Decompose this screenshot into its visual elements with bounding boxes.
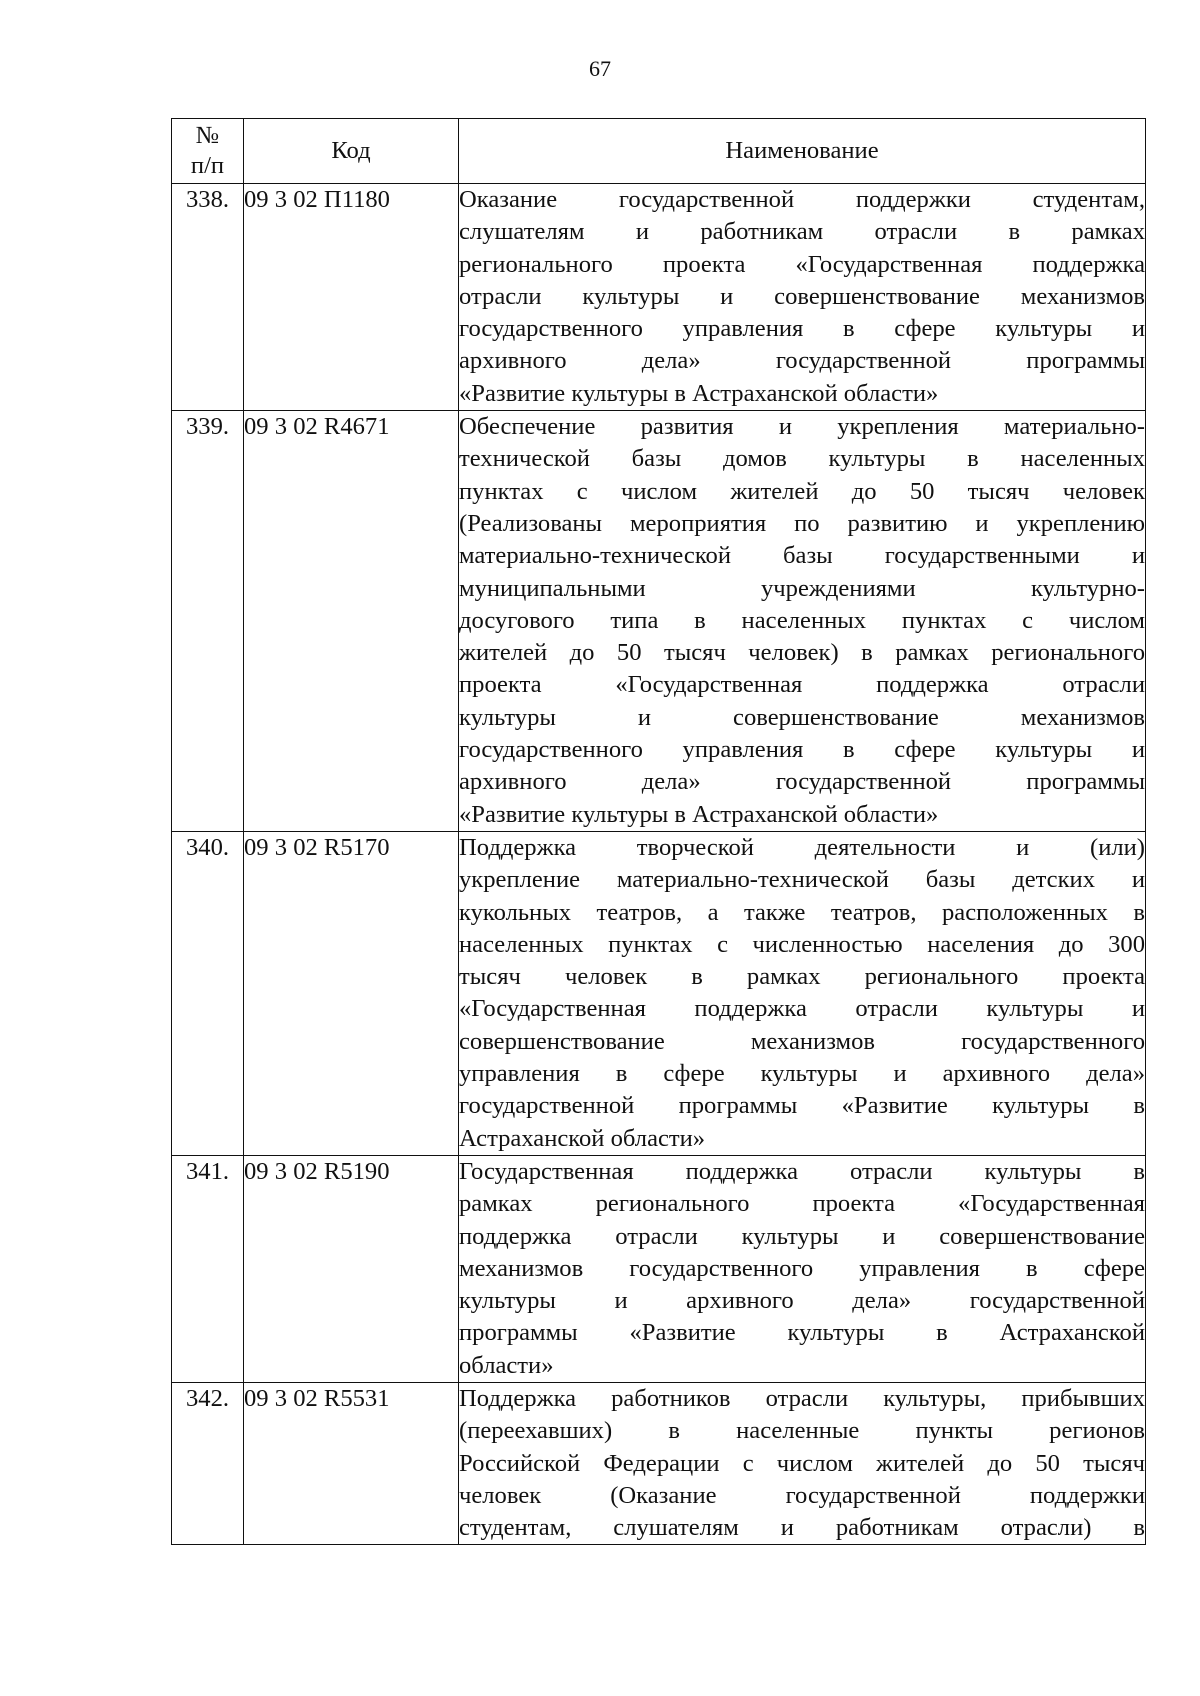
- row-name: [459, 831, 1146, 1155]
- row-name: [459, 184, 1146, 411]
- row-name-line: укрепление материально-технической базы детских и: [459, 866, 1145, 894]
- table-row: [172, 1155, 1146, 1382]
- row-name-line: Государственная поддержка отрасли культуры в: [459, 1157, 1145, 1185]
- row-name-line: архивного дела» государственной программы: [459, 347, 1145, 375]
- row-name-line: (Реализованы мероприятия по развитию и укреплению: [459, 509, 1145, 537]
- row-name-line: студентам, слушателям и работникам отрасли) в: [459, 1514, 1145, 1542]
- row-code: 09 3 02 R5531: [244, 1382, 459, 1544]
- row-name-line: Астраханской области»: [459, 1124, 706, 1152]
- row-name-line: области»: [459, 1351, 554, 1379]
- row-name-line: материально-технической базы государственными и: [459, 542, 1145, 570]
- row-number: 340.: [172, 831, 244, 1155]
- row-name-line: архивного дела» государственной программы: [459, 768, 1145, 796]
- row-name-line: (переехавших) в населенные пункты регионов: [459, 1417, 1145, 1445]
- row-name-line: человек (Оказание государственной поддержки: [459, 1481, 1145, 1509]
- header-code: Код: [244, 119, 459, 184]
- table-header-row: [172, 119, 1146, 184]
- row-name: [459, 411, 1146, 832]
- row-name-line: культуры и архивного дела» государственной: [459, 1287, 1145, 1315]
- row-name-line: отрасли культуры и совершенствование механизмов: [459, 282, 1145, 310]
- header-number: [172, 119, 244, 184]
- row-name-line: совершенствование механизмов государственного: [459, 1027, 1145, 1055]
- row-name-line: проекта «Государственная поддержка отрасли: [459, 671, 1145, 699]
- row-code: 09 3 02 R5170: [244, 831, 459, 1155]
- row-name-line: муниципальными учреждениями культурно-: [459, 574, 1145, 602]
- row-name-line: рамках регионального проекта «Государственная: [459, 1190, 1145, 1218]
- row-name: [459, 1155, 1146, 1382]
- row-name-line: механизмов государственного управления в сфере: [459, 1254, 1145, 1282]
- row-code: 09 3 02 П1180: [244, 184, 459, 411]
- table-row: [172, 831, 1146, 1155]
- row-name-line: Поддержка работников отрасли культуры, прибывших: [459, 1384, 1145, 1412]
- header-number-sign: №: [195, 122, 220, 149]
- row-name-line: слушателям и работникам отрасли в рамках: [459, 218, 1145, 246]
- row-name-line: технической базы домов культуры в населенных: [459, 445, 1145, 473]
- row-name-line: поддержка отрасли культуры и совершенствование: [459, 1222, 1145, 1250]
- row-name-line: культуры и совершенствование механизмов: [459, 703, 1145, 731]
- header-number-abbrev: п/п: [190, 152, 225, 179]
- row-name-line: досугового типа в населенных пунктах с числом: [459, 606, 1145, 634]
- row-name-line: Оказание государственной поддержки студентам,: [459, 186, 1145, 213]
- row-number: 339.: [172, 411, 244, 832]
- row-number: 338.: [172, 184, 244, 411]
- row-code: 09 3 02 R5190: [244, 1155, 459, 1382]
- page-number: 67: [589, 56, 611, 81]
- budget-code-table: [171, 118, 1146, 1545]
- row-number: 342.: [172, 1382, 244, 1544]
- row-name-line: Российской Федерации с числом жителей до 50 тысяч: [459, 1449, 1145, 1477]
- table-row: [172, 1382, 1146, 1544]
- row-name-line: Поддержка творческой деятельности и (или): [459, 833, 1145, 861]
- row-name-line: пунктах с числом жителей до 50 тысяч человек: [459, 477, 1145, 505]
- table-row: [172, 184, 1146, 411]
- row-name-line: «Развитие культуры в Астраханской области»: [459, 379, 939, 407]
- header-name: Наименование: [459, 119, 1146, 184]
- row-name-line: государственного управления в сфере культуры и: [459, 315, 1145, 343]
- row-name-line: кукольных театров, а также театров, расположенных в: [459, 898, 1145, 926]
- row-name-line: регионального проекта «Государственная поддержка: [459, 250, 1145, 278]
- row-name-line: «Государственная поддержка отрасли культуры и: [459, 995, 1145, 1023]
- row-name-line: государственного управления в сфере культуры и: [459, 736, 1145, 764]
- row-name-line: Обеспечение развития и укрепления материально-: [459, 413, 1145, 441]
- row-name-line: тысяч человек в рамках регионального проекта: [459, 963, 1145, 991]
- table-row: [172, 411, 1146, 832]
- row-name-line: жителей до 50 тысяч человек) в рамках регионального: [459, 639, 1145, 667]
- row-name-line: управления в сфере культуры и архивного дела»: [459, 1060, 1145, 1088]
- row-number: 341.: [172, 1155, 244, 1382]
- row-name-line: государственной программы «Развитие культуры в: [459, 1092, 1145, 1120]
- row-code: 09 3 02 R4671: [244, 411, 459, 832]
- row-name-line: программы «Развитие культуры в Астраханской: [459, 1319, 1145, 1347]
- row-name-line: «Развитие культуры в Астраханской области»: [459, 800, 939, 828]
- row-name: [459, 1382, 1146, 1544]
- table-body: [172, 184, 1146, 1545]
- row-name-line: населенных пунктах с численностью населения до 300: [459, 930, 1145, 958]
